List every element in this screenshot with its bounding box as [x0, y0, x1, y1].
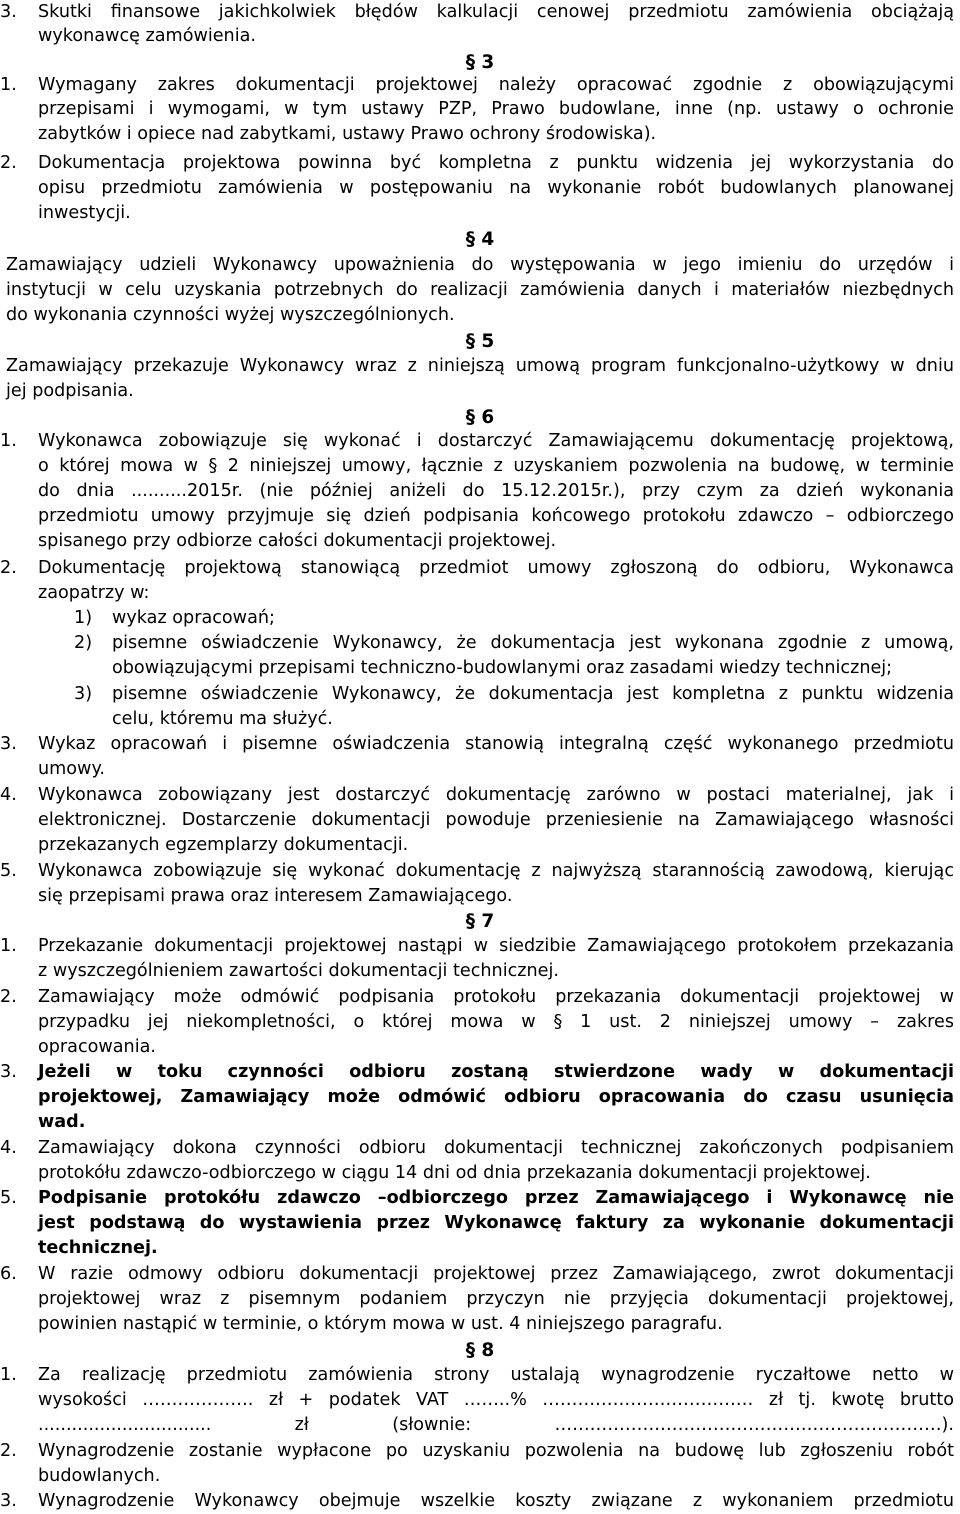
text-line: do wykonania czynności wyżej wyszczególnionych. — [6, 305, 455, 325]
text-line: przekazanych egzemplarzy dokumentacji. — [38, 835, 409, 855]
text-line: Zamawiający przekazuje Wykonawcy wraz z niniejszą umową program funkcjonalno-użytkowy w dniu — [6, 356, 954, 376]
text-line: Wynagrodzenie Wykonawcy obejmuje wszelkie koszty związane z wykonaniem przedmiotu — [38, 1491, 954, 1511]
item-number: 1. — [0, 936, 17, 956]
text-line: Wykonawca zobowiązuje się wykonać i dostarczyć Zamawiającemu dokumentację projektową, — [38, 431, 954, 451]
item-number: 2. — [0, 1441, 17, 1461]
item-number: 3. — [0, 734, 17, 754]
item-number: 1. — [0, 1365, 17, 1385]
text-line-bold: projektowej, Zamawiający może odmówić odbioru opracowania do czasu usunięcia — [38, 1087, 954, 1107]
item-number: 2. — [0, 987, 17, 1007]
text-line: wykaz opracowań; — [112, 608, 275, 628]
text-line: pisemne oświadczenie Wykonawcy, że dokumentacja jest wykonana zgodnie z umową, — [112, 633, 954, 653]
subitem-number: 1) — [74, 608, 93, 628]
text-line: opisu przedmiotu zamówienia w postępowaniu na wykonanie robót budowlanych planowanej — [38, 178, 954, 198]
item-number: 1. — [0, 75, 17, 95]
item-number: 2. — [0, 153, 17, 173]
text-line: projektowej wraz z pisemnym podaniem przyczyn nie przyjęcia dokumentacji projektowej, — [38, 1289, 954, 1309]
text-line: Wynagrodzenie zostanie wypłacone po uzyskaniu pozwolenia na budowę lub zgłoszeniu robót — [38, 1441, 954, 1461]
text-line: wysokości ………………. zł + podatek VAT ……..% ……………………………… zł tj. kwotę brutto — [38, 1390, 954, 1410]
text-line: instytucji w celu uzyskania potrzebnych do realizacji zamówienia danych i materiałów niezbędnych — [6, 280, 954, 300]
text-line: Dokumentacja projektowa powinna być kompletna z punktu widzenia jej wykorzystania do — [38, 153, 954, 173]
text-line: zabytków i opiece nad zabytkami, ustawy Prawo ochrony środowiska). — [38, 124, 657, 144]
text-line: Wykaz opracowań i pisemne oświadczenia stanowią integralną część wykonanego przedmiotu — [38, 734, 954, 754]
text-line: Wymagany zakres dokumentacji projektowej należy opracować zgodnie z obowiązującymi — [38, 75, 954, 95]
text-line: Przekazanie dokumentacji projektowej nastąpi w siedzibie Zamawiającego protokołem przekazania — [38, 936, 954, 956]
text-line: Dokumentację projektową stanowiącą przedmiot umowy zgłoszoną do odbioru, Wykonawca — [38, 558, 954, 578]
text-line: Skutki finansowe jakichkolwiek błędów kalkulacji cenowej przedmiotu zamówienia obciążają — [38, 2, 954, 22]
section-heading-7: § 7 — [465, 911, 495, 932]
text-line: przypadku jej niekompletności, o której mowa w § 1 ust. 2 niniejszej umowy – zakres — [38, 1012, 954, 1032]
subitem-number: 3) — [74, 684, 93, 704]
section-heading-4: § 4 — [465, 229, 495, 250]
item-number: 3. — [0, 2, 17, 22]
text-line: Za realizację przedmiotu zamówienia strony ustalają wynagrodzenie ryczałtowe netto w — [38, 1365, 954, 1385]
text-line: W razie odmowy odbioru dokumentacji projektowej przez Zamawiającego, zwrot dokumentacji — [38, 1264, 954, 1284]
text-line: Wykonawca zobowiązuje się wykonać dokumentację z najwyższą starannością zawodową, kierując — [38, 861, 954, 881]
text-line: elektronicznej. Dostarczenie dokumentacji powoduje przeniesienie na Zamawiającego własności — [38, 810, 954, 830]
text-line: Zamawiający może odmówić podpisania protokołu przekazania dokumentacji projektowej w — [38, 987, 954, 1007]
section-heading-3: § 3 — [465, 52, 495, 73]
text-line: ............................... zł (słownie: …………………………………………………………). — [38, 1415, 954, 1435]
text-line: z wyszczególnieniem zawartości dokumentacji technicznej. — [38, 961, 559, 981]
text-line-bold: Podpisanie protokółu zdawczo –odbiorczego przez Zamawiającego i Wykonawcę nie — [38, 1188, 954, 1208]
text-line: przedmiotu umowy przyjmuje się dzień podpisania końcowego protokołu zdawczo – odbiorczego — [38, 506, 954, 526]
text-line: spisanego przy odbiorze całości dokumentacji projektowej. — [38, 531, 557, 551]
text-line: Wykonawca zobowiązany jest dostarczyć dokumentację zarówno w postaci materialnej, jak i — [38, 785, 954, 805]
text-line: zaopatrzy w: — [38, 583, 150, 603]
text-line: Zamawiający udzieli Wykonawcy upoważnienia do występowania w jego imieniu do urzędów i — [6, 255, 954, 275]
text-line: pisemne oświadczenie Wykonawcy, że dokumentacja jest kompletna z punktu widzenia — [112, 684, 954, 704]
text-line: opracowania. — [38, 1037, 156, 1057]
item-number: 4. — [0, 785, 17, 805]
section-heading-8: § 8 — [465, 1340, 495, 1361]
text-line: powinien nastąpić w terminie, o którym mowa w ust. 4 niniejszego paragrafu. — [38, 1314, 723, 1334]
text-line: przepisami i wymogami, w tym ustawy PZP, Prawo budowlane, inne (np. ustawy o ochronie — [38, 99, 954, 119]
text-line: jej podpisania. — [6, 381, 134, 401]
text-line: się przepisami prawa oraz interesem Zamawiającego. — [38, 886, 513, 906]
item-number: 3. — [0, 1062, 17, 1082]
text-line: protokółu zdawczo-odbiorczego w ciągu 14 dni od dnia przekazania dokumentacji projektowej. — [38, 1163, 871, 1183]
item-number: 5. — [0, 861, 17, 881]
text-line: do dnia ..........2015r. (nie później aniżeli do 15.12.2015r.), przy czym za dzień wykonania — [38, 481, 954, 501]
item-number: 1. — [0, 431, 17, 451]
text-line: wykonawcę zamówienia. — [38, 26, 256, 46]
text-line: celu, któremu ma służyć. — [112, 709, 333, 729]
text-line-bold: technicznej. — [38, 1238, 158, 1258]
text-line: inwestycji. — [38, 203, 131, 223]
subitem-number: 2) — [74, 633, 93, 653]
text-line-bold: jest podstawą do wystawienia przez Wykonawcę faktury za wykonanie dokumentacji — [38, 1213, 954, 1233]
text-line-bold: wad. — [38, 1112, 86, 1132]
item-number: 4. — [0, 1138, 17, 1158]
text-line: umowy. — [38, 759, 105, 779]
item-number: 5. — [0, 1188, 17, 1208]
text-line: obowiązującymi przepisami techniczno-budowlanymi oraz zasadami wiedzy technicznej; — [112, 658, 893, 678]
item-number: 6. — [0, 1264, 17, 1284]
item-number: 2. — [0, 558, 17, 578]
text-line-bold: Jeżeli w toku czynności odbioru zostaną stwierdzone wady w dokumentacji — [38, 1062, 954, 1082]
text-line: budowlanych. — [38, 1466, 161, 1486]
text-line: Zamawiający dokona czynności odbioru dokumentacji technicznej zakończonych podpisaniem — [38, 1138, 954, 1158]
item-number: 3. — [0, 1491, 17, 1511]
text-line: o której mowa w § 2 niniejszej umowy, łącznie z uzyskaniem pozwolenia na budowę, w terminie — [38, 456, 954, 476]
section-heading-5: § 5 — [465, 331, 495, 352]
section-heading-6: § 6 — [465, 407, 495, 428]
